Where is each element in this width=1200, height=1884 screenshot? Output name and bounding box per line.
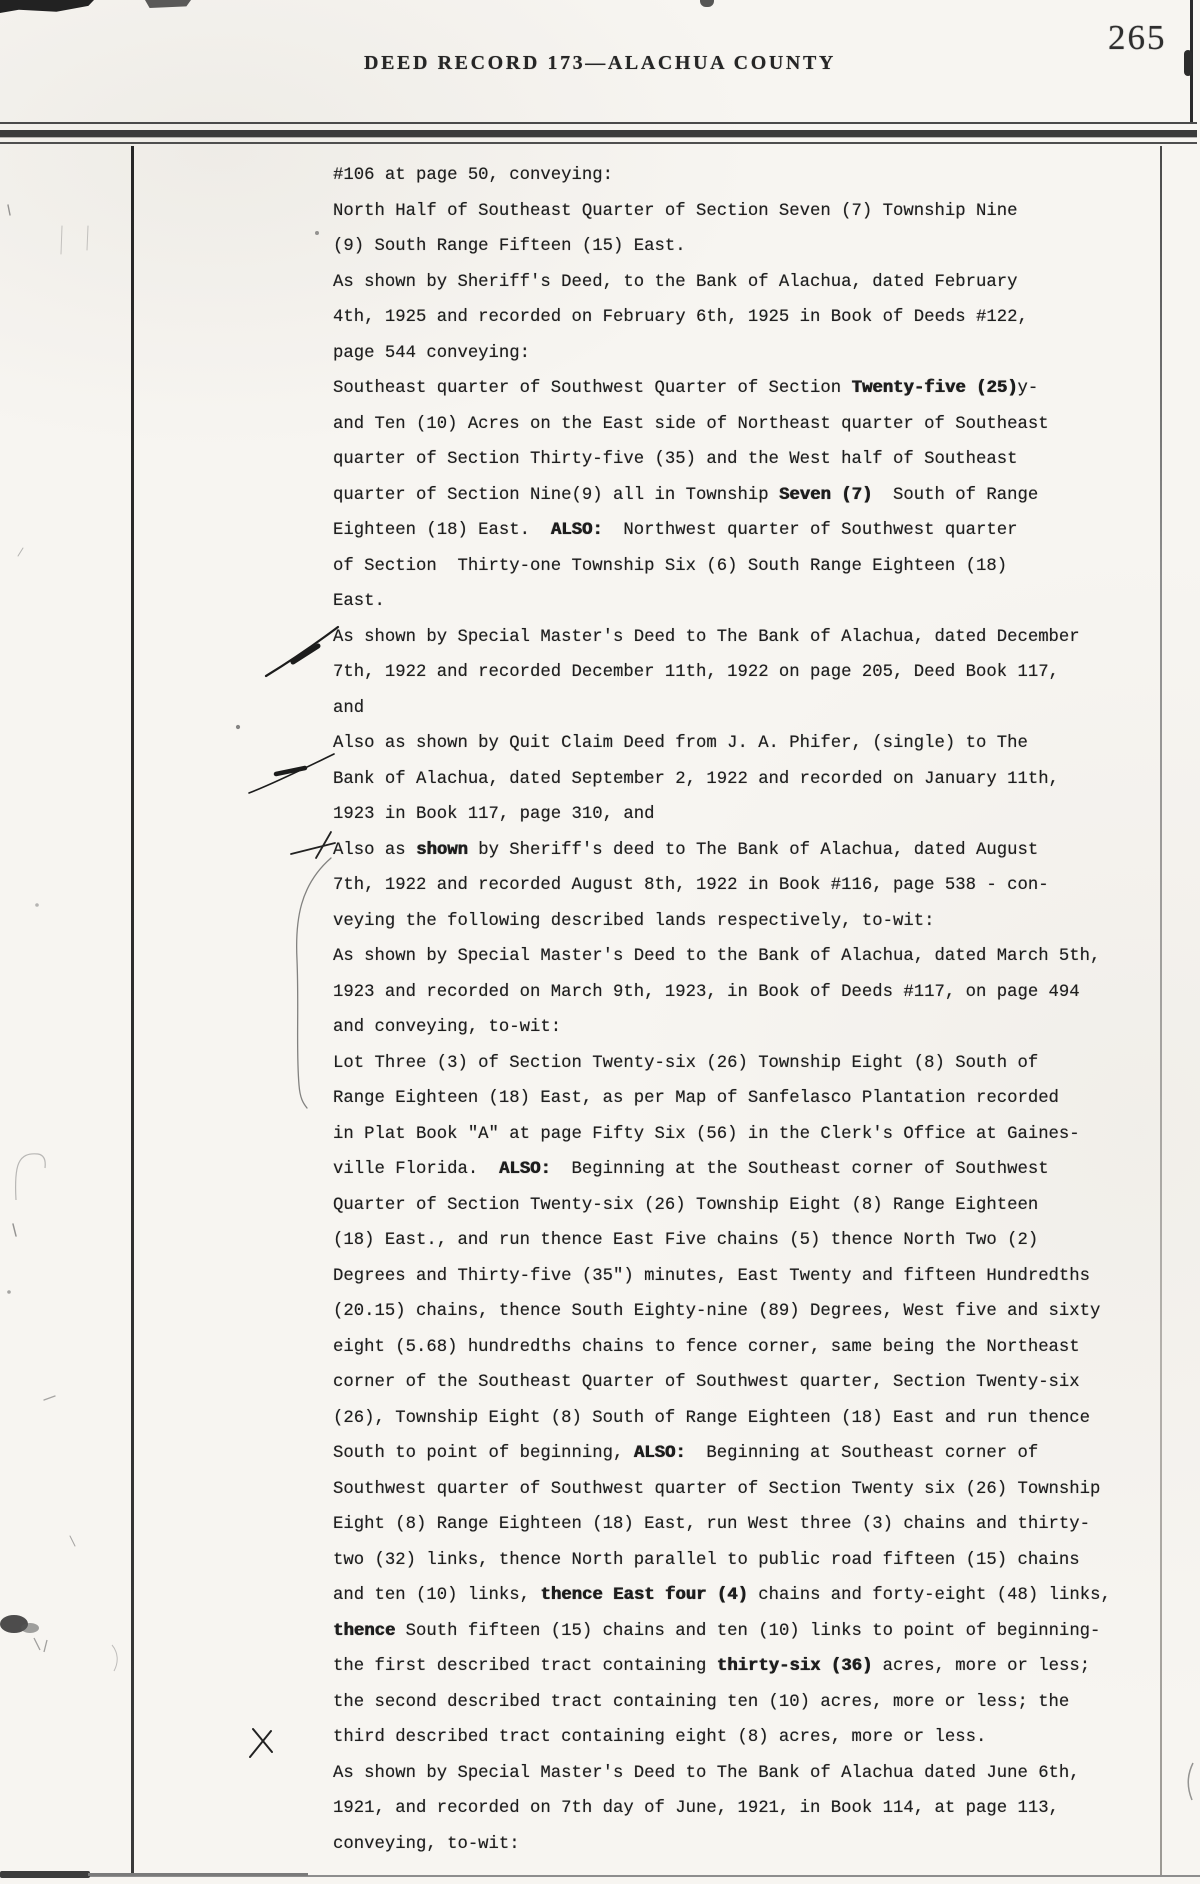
text-line: 7th, 1922 and recorded August 8th, 1922 in Book #116, page 538 - con- (333, 876, 1049, 895)
text-line: and ten (10) links, thence East four (4) chains and forty-eight (48) links, (333, 1586, 1111, 1605)
text-line: Bank of Alachua, dated September 2, 1922 and recorded on January 11th, (333, 769, 1059, 789)
text-line: 1921, and recorded on 7th day of June, 1921, in Book 114, at page 113, (333, 1799, 1059, 1818)
pen-slash-and-curve (291, 832, 335, 1108)
text-line: and (333, 698, 365, 718)
text-line: Also as shown by Sheriff's deed to The Bank of Alachua, dated August (333, 840, 1039, 860)
text-line: Eighteen (18) East. ALSO: Northwest quarter of Southwest quarter (333, 521, 1018, 540)
text-line: the first described tract containing thirty-six (36) acres, more or less; (333, 1657, 1091, 1676)
text-line: As shown by Special Master's Deed to The Bank of Alachua dated June 6th, (333, 1763, 1080, 1783)
text-line: #106 at page 50, conveying: (333, 166, 614, 185)
text-line: Also as shown by Quit Claim Deed from J. A. Phifer, (single) to The (333, 734, 1028, 753)
pencil-hook-mark (16, 1154, 46, 1200)
text-line: Lot Three (3) of Section Twenty-six (26) Township Eight (8) South of (333, 1053, 1039, 1073)
text-line: As shown by Special Master's Deed to The Bank of Alachua, dated December (333, 627, 1080, 647)
text-line: East. (333, 592, 385, 611)
text-line: (26), Township Eight (8) South of Range Eighteen (18) East and run thence (333, 1408, 1091, 1428)
text-line: Quarter of Section Twenty-six (26) Township Eight (8) Range Eighteen (333, 1195, 1039, 1215)
text-line: and conveying, to-wit: (333, 1018, 562, 1037)
text-line: corner of the Southeast Quarter of Southwest quarter, Section Twenty-six (333, 1373, 1080, 1392)
text-line: (20.15) chains, thence South Eighty-nine (89) Degrees, West five and sixty (333, 1302, 1101, 1321)
text-line: (9) South Range Fifteen (15) East. (333, 237, 686, 256)
scan-specks (8, 205, 319, 1546)
text-line: As shown by Sheriff's Deed, to the Bank of Alachua, dated February (333, 272, 1018, 292)
text-line: South to point of beginning, ALSO: Beginning at Southeast corner of (333, 1444, 1039, 1463)
text-line: Eight (8) Range Eighteen (18) East, run West three (3) chains and thirty- (333, 1515, 1091, 1534)
text-line: two (32) links, thence North parallel to public road fifteen (15) chains (333, 1550, 1080, 1570)
text-line: conveying, to-wit: (333, 1834, 520, 1854)
text-line: quarter of Section Thirty-five (35) and the West half of Southeast (333, 450, 1018, 469)
text-line: the second described tract containing ten (10) acres, more or less; the (333, 1692, 1070, 1712)
text-line: in Plat Book "A" at page Fifty Six (56) in the Clerk's Office at Gaines- (333, 1124, 1080, 1144)
pen-arrow-mark (249, 754, 334, 793)
page-header-title: DEED RECORD 173—ALACHUA COUNTY (364, 52, 836, 74)
pen-x-mark (250, 1729, 272, 1757)
text-line: Range Eighteen (18) East, as per Map of Sanfelasco Plantation recorded (333, 1089, 1059, 1108)
text-line: 7th, 1922 and recorded December 11th, 1922 on page 205, Deed Book 117, (333, 663, 1059, 682)
pen-paren-mark (1188, 1763, 1193, 1800)
text-line: of Section Thirty-one Township Six (6) South Range Eighteen (18) (333, 556, 1008, 576)
text-line: 4th, 1925 and recorded on February 6th, 1925 in Book of Deeds #122, (333, 308, 1028, 327)
text-line: 1923 in Book 117, page 310, and (333, 805, 655, 824)
text-line: 1923 and recorded on March 9th, 1923, in Book of Deeds #117, on page 494 (333, 982, 1080, 1002)
text-line: (18) East., and run thence East Five chains (5) thence North Two (2) (333, 1231, 1039, 1250)
text-line: quarter of Section Nine(9) all in Township Seven (7) South of Range (333, 485, 1039, 505)
text-line: Southeast quarter of Southwest Quarter of Section Twenty-five (25)y- (333, 379, 1039, 398)
text-line: third described tract containing eight (8) acres, more or less. (333, 1728, 987, 1747)
text-line: As shown by Special Master's Deed to the Bank of Alachua, dated March 5th, (333, 947, 1101, 966)
ink-smudge (0, 1615, 117, 1671)
text-line: page 544 conveying: (333, 343, 531, 363)
text-line: thence South fifteen (15) chains and ten (10) links to point of beginning- (333, 1621, 1101, 1641)
text-line: Southwest quarter of Southwest quarter of Section Twenty six (26) Township (333, 1479, 1101, 1499)
text-line: ville Florida. ALSO: Beginning at the Southeast corner of Southwest (333, 1160, 1049, 1179)
pen-check-mark (266, 627, 338, 676)
text-line: eight (5.68) hundredths chains to fence corner, same being the Northeast (333, 1337, 1080, 1357)
text-line: North Half of Southeast Quarter of Section Seven (7) Township Nine (333, 201, 1018, 221)
text-line: veying the following described lands respectively, to-wit: (333, 911, 935, 931)
page-number: 265 (1108, 18, 1167, 57)
text-line: and Ten (10) Acres on the East side of Northeast quarter of Southeast (333, 414, 1049, 434)
text-line: Degrees and Thirty-five (35") minutes, East Twenty and fifteen Hundredths (333, 1266, 1091, 1286)
